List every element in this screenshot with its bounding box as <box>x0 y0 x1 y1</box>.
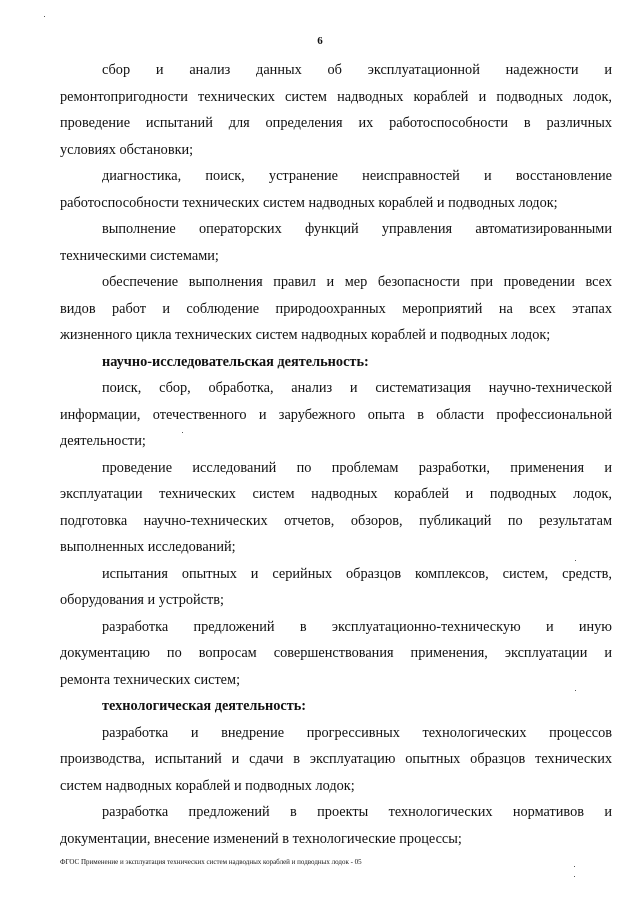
paragraph <box>60 57 612 163</box>
text-line: подготовка научно-технических отчетов, обзоров, публикаций по результатам <box>60 512 612 529</box>
text-line: производства, испытаний и сдачи в эксплуатацию опытных образцов технических <box>60 751 612 767</box>
text-line: оборудования и устройств; <box>60 592 224 608</box>
text-line: жизненного цикла технических систем надводных кораблей и подводных лодок; <box>60 327 551 343</box>
scan-speck <box>574 866 575 867</box>
text-line: проведение исследований по проблемам разработки, применения и <box>102 459 612 476</box>
section-heading <box>60 349 612 376</box>
text-line: разработка предложений в проекты технологических нормативов и <box>102 804 612 820</box>
text-line: выполненных исследований; <box>60 539 236 555</box>
text-line: деятельности; <box>60 433 146 449</box>
paragraph <box>60 799 612 852</box>
text-line: научно-исследовательская деятельность: <box>102 353 369 370</box>
paragraph <box>60 375 612 455</box>
paragraph <box>60 269 612 349</box>
text-line: документацию по вопросам совершенствования применения, эксплуатации и <box>60 645 612 661</box>
text-line: испытания опытных и серийных образцов комплексов, систем, средств, <box>102 565 612 582</box>
text-line: разработка и внедрение прогрессивных технологических процессов <box>102 724 612 741</box>
text-line: поиск, сбор, обработка, анализ и систематизация научно-технической <box>102 380 612 396</box>
page-footer: ФГОС Применение и эксплуатация технических систем надводных кораблей и подводных лодок - 05 <box>60 858 362 866</box>
text-line: выполнение операторских функций управления автоматизированными <box>102 221 612 237</box>
text-line: видов работ и соблюдение природоохранных мероприятий на всех этапах <box>60 300 612 317</box>
paragraph <box>60 455 612 561</box>
page-number: 6 <box>317 35 323 47</box>
text-line: систем надводных кораблей и подводных лодок; <box>60 777 355 794</box>
text-line: проведение испытаний для определения их работоспособности в различных <box>60 115 612 131</box>
paragraph <box>60 614 612 694</box>
text-line: условиях обстановки; <box>60 141 194 158</box>
text-line: документации, внесение изменений в технологические процессы; <box>60 830 462 847</box>
text-line: работоспособности технических систем надводных кораблей и подводных лодок; <box>60 194 558 211</box>
text-line: информации, отечественного и зарубежного опыта в области профессиональной <box>60 406 612 423</box>
text-line: обеспечение выполнения правил и мер безопасности при проведении всех <box>102 274 612 290</box>
text-line: технологическая деятельность: <box>102 698 307 714</box>
scan-speck <box>575 690 576 691</box>
paragraph <box>60 216 612 269</box>
text-line: сбор и анализ данных об эксплуатационной надежности и <box>102 62 612 78</box>
text-line: ремонтопригодности технических систем надводных кораблей и подводных лодок, <box>60 88 612 105</box>
paragraph <box>60 720 612 800</box>
paragraph <box>60 561 612 614</box>
text-line: диагностика, поиск, устранение неисправностей и восстановление <box>102 168 612 184</box>
scan-speck <box>574 876 575 877</box>
section-heading <box>60 693 612 720</box>
scan-speck <box>182 432 183 433</box>
scan-speck <box>575 560 576 561</box>
document-body <box>60 57 612 852</box>
text-line: техническими системами; <box>60 247 219 264</box>
text-line: ремонта технических систем; <box>60 671 241 688</box>
text-line: эксплуатации технических систем надводных кораблей и подводных лодок, <box>60 486 612 502</box>
text-line: разработка предложений в эксплуатационно-техническую и иную <box>102 618 612 635</box>
paragraph <box>60 163 612 216</box>
scan-speck <box>44 16 45 17</box>
